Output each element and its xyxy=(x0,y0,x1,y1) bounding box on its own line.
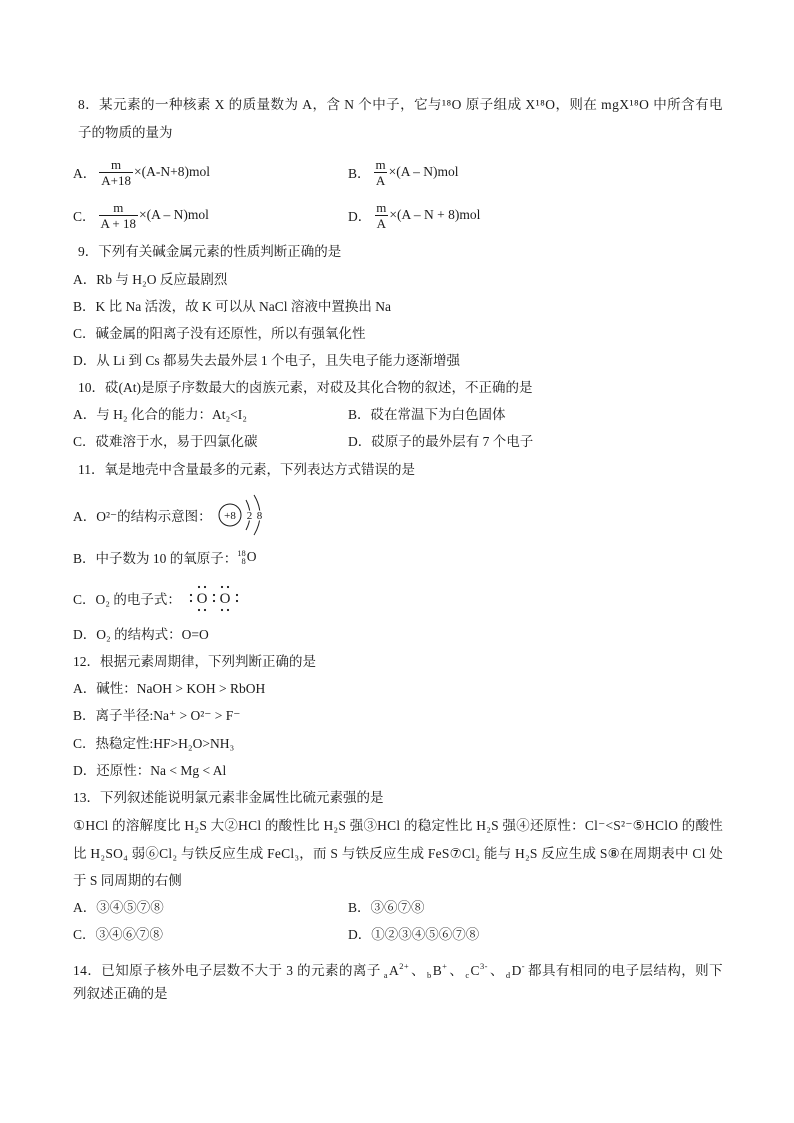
q10-stem: 10．砹(At)是原子序数最大的卤族元素，对砹及其化合物的叙述，不正确的是 xyxy=(78,380,533,395)
fraction xyxy=(99,157,133,188)
option-text: 砹原子的最外层有 7 个电子 xyxy=(371,434,534,449)
option-label: A． xyxy=(73,166,97,181)
ion-structure-diagram xyxy=(216,492,268,538)
nuclide-symbol xyxy=(237,549,256,565)
q10-option-d xyxy=(348,432,533,452)
q12-option-d xyxy=(73,761,226,781)
ion-c xyxy=(465,963,488,978)
option-text: ③④⑥⑦⑧ xyxy=(95,927,164,942)
q13-statements-line1: ①HCl 的溶解度比 H₂S 大②HCl 的酸性比 H₂S 强③HCl 的稳定性比 H₂S 强④还原性：Cl⁻<S²⁻⑤HClO 的酸性 xyxy=(73,818,723,833)
option-text: 砹难溶于水，易于四氯化碳 xyxy=(95,434,258,449)
ion-symbol: B xyxy=(432,963,443,978)
option-label: B． xyxy=(348,407,371,422)
ion-charge: 2+ xyxy=(399,961,410,971)
q14-stem-line1 xyxy=(73,956,724,980)
option-label: D． xyxy=(348,209,372,224)
stem-text: 14．已知原子核外电子层数不大于 3 的元素的离子 xyxy=(73,963,381,978)
option-text: 与 H₂ 化合的能力：At₂<I₂ xyxy=(96,407,247,422)
option-label: D． xyxy=(348,927,372,942)
ion-list xyxy=(384,963,525,978)
atomic-number: 8 xyxy=(241,556,246,566)
option-label: C． xyxy=(73,927,96,942)
fraction-denominator: A xyxy=(375,172,386,188)
q11-option-b xyxy=(73,545,257,569)
option-text: K 比 Na 活泼，故 K 可以从 NaCl 溶液中置换出 Na xyxy=(95,299,391,314)
ion-atomic-number: a xyxy=(383,970,388,980)
fraction-numerator: m xyxy=(111,156,122,172)
ion-symbol: D xyxy=(511,963,522,978)
q11-stem: 11．氧是地壳中含量最多的元素，下列表达方式错误的是 xyxy=(78,462,415,477)
option-label: D． xyxy=(73,627,97,642)
q10-option-b xyxy=(348,405,506,425)
ion-atomic-number: d xyxy=(505,970,511,980)
option-label: B． xyxy=(73,551,96,566)
fraction-numerator: m xyxy=(375,156,386,172)
q8-stem-line2: 子的物质的量为 xyxy=(78,125,173,140)
q8-stem-line1: 8．某元素的一种核素 X 的质量数为 A，含 N 个中子，它与¹⁸O 原子组成 X¹⁸O，则在 mgX¹⁸O 中所含有电 xyxy=(78,97,723,112)
ion-charge: + xyxy=(442,961,448,971)
atom-symbol-1: O xyxy=(196,591,208,607)
option-text: ×(A-N+8)mol xyxy=(133,164,210,179)
q9-option-d xyxy=(73,351,460,371)
option-text: ×(A – N + 8)mol xyxy=(389,207,481,222)
q12-option-b xyxy=(73,706,240,726)
element-symbol: O xyxy=(246,549,257,564)
ion-atomic-number: b xyxy=(427,970,432,980)
fraction-denominator: A+18 xyxy=(101,172,131,188)
option-text: ③④⑤⑦⑧ xyxy=(96,900,164,915)
q11-option-c xyxy=(73,582,243,614)
list-separator: 、 xyxy=(489,963,504,978)
fraction-numerator: m xyxy=(113,199,124,215)
option-text: 还原性：Na < Mg < Al xyxy=(96,763,227,778)
stem-text: 都具有相同的电子层结构，则下 xyxy=(528,963,724,978)
q12-option-a xyxy=(73,679,265,699)
q13-stem: 13．下列叙述能说明氯元素非金属性比硫元素强的是 xyxy=(73,790,384,805)
option-label: C． xyxy=(73,592,96,607)
option-label: D． xyxy=(73,763,97,778)
q13-option-d xyxy=(348,925,479,945)
option-label: B． xyxy=(348,166,371,181)
ion-symbol: C xyxy=(470,963,480,978)
q13-option-b xyxy=(348,898,425,918)
fraction xyxy=(99,200,139,231)
ion-b xyxy=(427,963,447,978)
option-text: 碱金属的阳离子没有还原性，所以有强氧化性 xyxy=(95,326,366,341)
q11-option-a xyxy=(73,492,268,538)
q8-option-c xyxy=(73,197,209,233)
option-label: A． xyxy=(73,681,97,696)
option-text: 碱性：NaOH > KOH > RbOH xyxy=(96,681,266,696)
option-text: Rb 与 H₂O 反应最剧烈 xyxy=(96,272,228,287)
q8-option-b xyxy=(348,154,459,190)
option-label: C． xyxy=(73,434,96,449)
option-label: B． xyxy=(73,708,96,723)
option-text: 从 Li 到 Cs 都易失去最外层 1 个电子，且失电子能力逐渐增强 xyxy=(96,353,461,368)
q9-stem: 9．下列有关碱金属元素的性质判断正确的是 xyxy=(78,244,342,259)
mass-number: 18 xyxy=(237,548,246,558)
atom-symbol-2: O xyxy=(219,591,231,607)
fraction-denominator: A + 18 xyxy=(100,215,137,231)
q12-option-c xyxy=(73,734,234,754)
list-separator: 、 xyxy=(411,963,426,978)
ion-charge: 3- xyxy=(479,961,488,971)
q12-stem: 12．根据元素周期律，下列判断正确的是 xyxy=(73,654,316,669)
q13-statements-line2: 比 H₂SO₄ 弱⑥Cl₂ 与铁反应生成 FeCl₃，而 S 与铁反应生成 FeS⑦Cl₂ 能与 H₂S 反应生成 S⑧在周期表中 Cl 处 xyxy=(73,846,723,861)
option-label: C． xyxy=(73,326,96,341)
nucleus-charge: +8 xyxy=(223,510,236,522)
option-text: O₂ 的电子式： xyxy=(95,592,181,607)
shell-2-electron-count: 8 xyxy=(256,510,262,522)
option-label: B． xyxy=(348,900,371,915)
q11-option-d xyxy=(73,625,209,645)
option-label: C． xyxy=(73,209,96,224)
option-text: 离子半径:Na⁺ > O²⁻ > F⁻ xyxy=(95,708,241,723)
option-label: D． xyxy=(348,434,372,449)
ion-d xyxy=(506,963,525,978)
option-text: O₂ 的结构式：O=O xyxy=(96,627,209,642)
nuclide-numbers xyxy=(237,549,246,565)
list-separator: 、 xyxy=(449,963,464,978)
q9-option-b xyxy=(73,297,391,317)
option-label: B． xyxy=(73,299,96,314)
option-text: O²⁻的结构示意图： xyxy=(96,509,212,524)
fraction-denominator: A xyxy=(376,215,386,231)
q10-option-a xyxy=(73,405,247,425)
option-text: ①②③④⑤⑥⑦⑧ xyxy=(371,927,480,942)
q10-option-c xyxy=(73,432,258,452)
option-label: D． xyxy=(73,353,97,368)
fraction xyxy=(374,200,388,231)
option-text: ×(A – N)mol xyxy=(139,207,209,222)
shell-1-electron-count: 2 xyxy=(246,510,252,522)
q14-stem-line2: 列叙述正确的是 xyxy=(73,986,168,1001)
fraction xyxy=(374,157,388,188)
option-text: ×(A – N)mol xyxy=(388,164,459,179)
q13-option-c xyxy=(73,925,163,945)
electron-dot-formula xyxy=(187,582,243,614)
q8-option-a xyxy=(73,154,210,190)
option-label: A． xyxy=(73,509,97,524)
option-text: ③⑥⑦⑧ xyxy=(370,900,425,915)
q8-option-d xyxy=(348,197,480,233)
q13-statements-line3: 于 S 同周期的右侧 xyxy=(73,873,182,888)
option-label: A． xyxy=(73,272,97,287)
option-label: A． xyxy=(73,407,97,422)
option-label: C． xyxy=(73,736,96,751)
option-text: 中子数为 10 的氧原子： xyxy=(95,551,238,566)
q13-option-a xyxy=(73,898,164,918)
option-text: 砹在常温下为白色固体 xyxy=(370,407,506,422)
ion-a xyxy=(384,963,409,978)
q9-option-c xyxy=(73,324,366,344)
option-label: A． xyxy=(73,900,97,915)
ion-charge: - xyxy=(521,961,526,971)
ion-symbol: A xyxy=(389,963,400,978)
q9-option-a xyxy=(73,270,227,290)
fraction-numerator: m xyxy=(376,199,387,215)
ion-atomic-number: c xyxy=(465,970,470,980)
option-text: 热稳定性:HF>H₂O>NH₃ xyxy=(95,736,235,751)
